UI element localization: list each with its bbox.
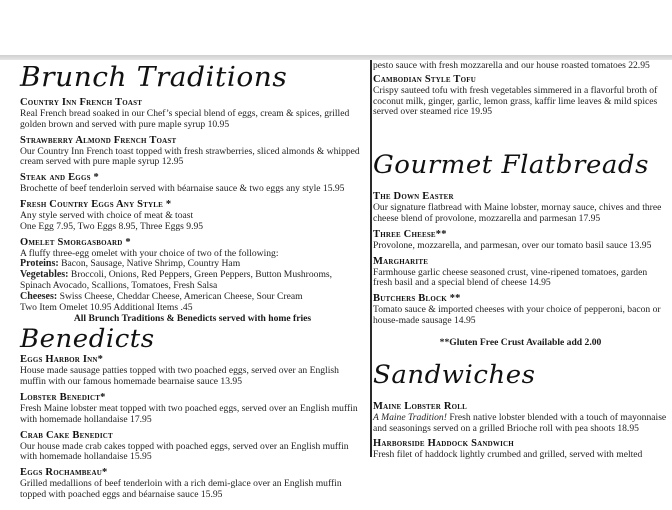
item-tagline: A Maine Tradition! [373, 411, 447, 423]
section-title-sandwiches: Sandwiches [373, 359, 536, 389]
item-description: Any style served with choice of meat & toast [20, 209, 194, 221]
item-name: Country Inn French Toast [20, 97, 143, 108]
column-divider [370, 60, 372, 457]
omelet-pricing: Two Item Omelet 10.95 Additional Items .45 [20, 301, 193, 313]
item-name: Eggs Rochambeau* [20, 467, 108, 479]
item-name: Lobster Benedict* [20, 391, 106, 403]
menu-item-country-inn-french-toast [20, 97, 365, 131]
item-description: Our Country Inn French toast topped with fresh strawberries, sliced almonds & whipped cream served with pure maple syrup 12.95 [20, 145, 360, 168]
item-name: Harborside Haddock Sandwich [373, 438, 514, 450]
item-name: Crab Cake Benedict [20, 429, 113, 441]
item-description: Brochette of beef tenderloin served with béarnaise sauce & two eggs any style 15.95 [20, 183, 345, 195]
item-name: Steak and Eggs * [20, 172, 99, 184]
item-name: The Down Easter [373, 191, 454, 203]
cheeses-list: Swiss Cheese, Cheddar Cheese, American Cheese, Sour Cream [57, 290, 303, 302]
continued-item-fragment: pesto sauce with fresh mozzarella and our house roasted tomatoes 22.95 [373, 60, 650, 71]
vegetables-list: Broccoli, Onions, Red Peppers, Green Peppers, Button Mushrooms, Spinach Avocado, Scallions, Tomatoes, Fresh Salsa [20, 269, 333, 291]
menu-item-the-down-easter [373, 191, 668, 225]
item-description: Fresh filet of haddock lightly crumbed and grilled, served with melted [373, 449, 643, 461]
item-description: Our signature flatbread with Maine lobster, mornay sauce, chives and three cheese blend of provolone, mozzarella and parmesan 17.95 [373, 202, 662, 224]
right-column [373, 60, 668, 465]
menu-item-three-cheese [373, 229, 668, 252]
cheeses-label: Cheeses: [20, 290, 58, 302]
item-description-text: Fresh native lobster blended with a touch of mayonnaise and seasonings served on a grilled Brioche roll with pea shoots 18.95 [373, 411, 667, 434]
menu-item-steak-and-eggs [20, 172, 365, 195]
menu-item-crab-cake-benedict [20, 430, 365, 464]
vegetables-label: Vegetables: [20, 269, 69, 281]
item-description: House made sausage patties topped with two poached eggs, served over an English muffin with our famous homemade bearnaise sauce 13.95 [20, 365, 339, 388]
item-pricing: One Egg 7.95, Two Eggs 8.95, Three Eggs 9.95 [20, 220, 204, 232]
item-name: Three Cheese** [373, 228, 447, 240]
section-title-gourmet-flatbreads: Gourmet Flatbreads [373, 150, 649, 180]
item-description: Provolone, mozzarella, and parmesan, over our tomato basil sauce 13.95 [373, 239, 652, 251]
omelet-cheeses [20, 292, 365, 303]
menu-item-harborside-haddock-sandwich [373, 438, 668, 461]
item-description: Grilled medallions of beef tenderloin with a rich demi-glace over an English muffin topped with poached eggs and béarnaise sauce 15.95 [20, 478, 342, 500]
item-description: Tomato sauce & imported cheeses with your choice of pepperoni, bacon or house-made sausage 14.95 [373, 304, 661, 326]
omelet-vegetables [20, 270, 365, 292]
menu-item-fresh-country-eggs [20, 199, 365, 233]
menu-item-eggs-rochambeau [20, 467, 365, 501]
menu-item-strawberry-almond-french-toast [20, 135, 365, 169]
item-description: Crispy sauteed tofu with fresh vegetables simmered in a flavorful broth of coconut milk, ginger, garlic, lemon grass, kaffir lime leaves & mild spices served over steamed rice 19.95 [373, 84, 658, 118]
menu-item-lobster-benedict [20, 392, 365, 426]
proteins-label: Proteins: [20, 258, 59, 270]
section-title-brunch-traditions: Brunch Traditions [20, 62, 288, 93]
item-name: Margharite [373, 255, 429, 267]
item-name: Strawberry Almond French Toast [20, 134, 177, 146]
item-name: Butchers Block ** [373, 293, 461, 305]
item-name: Cambodian Style Tofu [373, 73, 476, 85]
item-name: Fresh Country Eggs Any Style * [20, 198, 172, 210]
item-description: Fresh Maine lobster meat topped with two poached eggs, served over an English muffin with homemade hollandaise 17.95 [20, 402, 358, 425]
proteins-list: Bacon, Sausage, Native Shrimp, Country Ham [58, 258, 241, 270]
item-description [373, 413, 668, 435]
brunch-footnote: All Brunch Traditions & Benedicts served with home fries [73, 313, 312, 325]
menu-item-margharite [373, 256, 668, 290]
left-column [20, 60, 365, 505]
menu-item-omelet-smorgasboard [20, 237, 365, 314]
item-name: Maine Lobster Roll [373, 400, 468, 412]
item-description: Real French bread soaked in our Chef’s special blend of eggs, cream & spices, grilled golden brown and served with pure maple syrup 10.95 [20, 108, 350, 130]
item-description: Our house made crab cakes topped with poached eggs, served over an English muffin with homemade hollandaise 15.95 [20, 440, 349, 463]
menu-item-butchers-block [373, 293, 668, 327]
menu-item-maine-lobster-roll [373, 401, 668, 435]
item-name: Eggs Harbor Inn* [20, 354, 104, 366]
item-description: A fluffy three-egg omelet with your choice of two of the following: [20, 247, 279, 259]
menu-item-eggs-harbor-inn [20, 354, 365, 388]
menu-item-cambodian-style-tofu [373, 74, 668, 118]
item-name: Omelet Smorgasboard * [20, 236, 131, 248]
gluten-free-note: **Gluten Free Crust Available add 2.00 [439, 336, 602, 348]
section-title-benedicts: Benedicts [20, 324, 155, 354]
menu-page [0, 60, 672, 500]
item-description: Farmhouse garlic cheese seasoned crust, vine-ripened tomatoes, garden fresh basil and a special blend of cheese 14.95 [373, 266, 648, 289]
